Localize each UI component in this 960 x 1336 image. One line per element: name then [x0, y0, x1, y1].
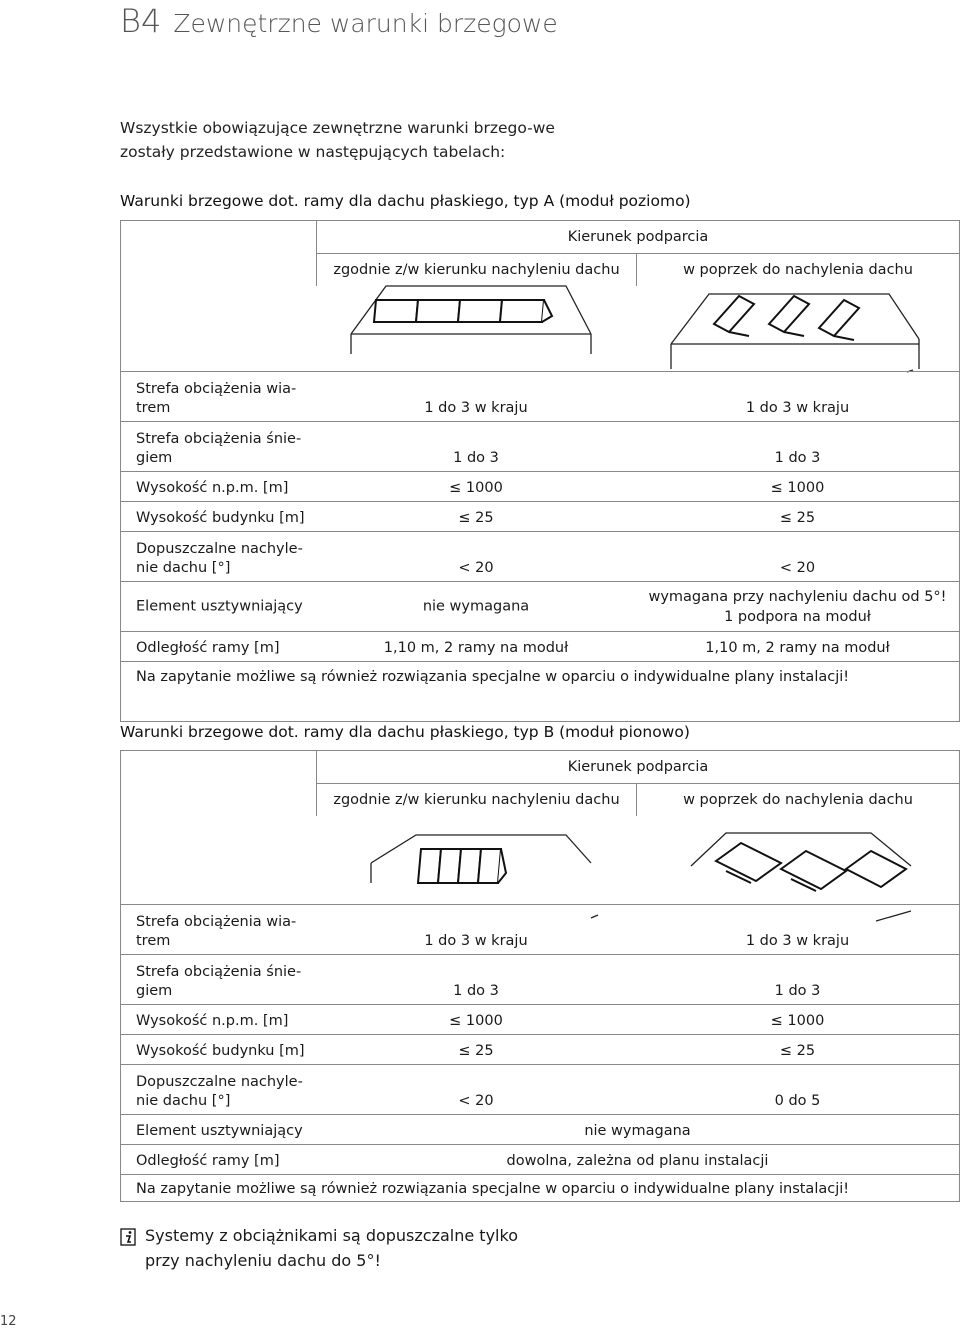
intro-paragraph: Wszystkie obowiązujące zewnętrzne warunki brzego-we zostały przedstawione w następujących tabelach: — [120, 119, 555, 161]
support-direction-header: Kierunek podparcia — [316, 751, 959, 784]
across-slope-header: w poprzek do nachylenia dachu — [636, 784, 959, 816]
table-row: Wysokość budynku [m] ≤ 25 ≤ 25 — [121, 1034, 959, 1064]
page-number: 12 — [0, 1314, 17, 1329]
table-footer-row: Na zapytanie możliwe są również rozwiązania specjalne w oparciu o indywidualne plany instalacji! — [121, 661, 959, 692]
table-row: Wysokość budynku [m] ≤ 25 ≤ 25 — [121, 501, 959, 531]
along-slope-header: zgodnie z/w kierunku nachyleniu dachu — [316, 784, 636, 816]
page-header — [120, 2, 558, 42]
table-row: Strefa obciążenia wia-trem 1 do 3 w kraju 1 do 3 w kraju — [121, 904, 959, 954]
along-slope-header: zgodnie z/w kierunku nachyleniu dachu — [316, 254, 636, 286]
roof-along-diagram — [346, 284, 606, 359]
table-row: Strefa obciążenia śnie-giem 1 do 3 1 do 3 — [121, 421, 959, 471]
table-row: Element usztywniający nie wymagana — [121, 1114, 959, 1144]
table-b — [120, 750, 960, 1202]
table-row: Dopuszczalne nachyle-nie dachu [°] < 20 < 20 — [121, 531, 959, 581]
table-a-caption: Warunki brzegowe dot. ramy dla dachu płaskiego, typ A (moduł poziomo) — [120, 192, 691, 210]
note-text: Systemy z obciążnikami są dopuszczalne tylko przy nachyleniu dachu do 5°! — [145, 1226, 518, 1270]
section-code: B4 — [120, 2, 162, 40]
roof-across-diagram — [669, 284, 929, 379]
table-footer-row: Na zapytanie możliwe są również rozwiązania specjalne w oparciu o indywidualne plany instalacji! — [121, 1174, 959, 1202]
table-row: Odległość ramy [m] 1,10 m, 2 ramy na moduł 1,10 m, 2 ramy na moduł — [121, 631, 959, 661]
table-row: Strefa obciążenia śnie-giem 1 do 3 1 do 3 — [121, 954, 959, 1004]
table-row: Element usztywniający nie wymagana wymagana przy nachyleniu dachu od 5°! 1 podpora na moduł — [121, 581, 959, 631]
table-row: Wysokość n.p.m. [m] ≤ 1000 ≤ 1000 — [121, 1004, 959, 1034]
table-row: Wysokość n.p.m. [m] ≤ 1000 ≤ 1000 — [121, 471, 959, 501]
support-direction-header: Kierunek podparcia — [316, 221, 959, 254]
table-row: Odległość ramy [m] dowolna, zależna od planu instalacji — [121, 1144, 959, 1174]
page-title: Zewnętrzne warunki brzegowe — [173, 9, 558, 38]
table-row: Dopuszczalne nachyle-nie dachu [°] < 20 0 do 5 — [121, 1064, 959, 1114]
info-icon — [120, 1228, 136, 1246]
across-slope-header: w poprzek do nachylenia dachu — [636, 254, 959, 286]
table-row: Strefa obciążenia wia-trem 1 do 3 w kraju 1 do 3 w kraju — [121, 371, 959, 421]
table-b-caption: Warunki brzegowe dot. ramy dla dachu płaskiego, typ B (moduł pionowo) — [120, 723, 690, 741]
table-a — [120, 220, 960, 722]
